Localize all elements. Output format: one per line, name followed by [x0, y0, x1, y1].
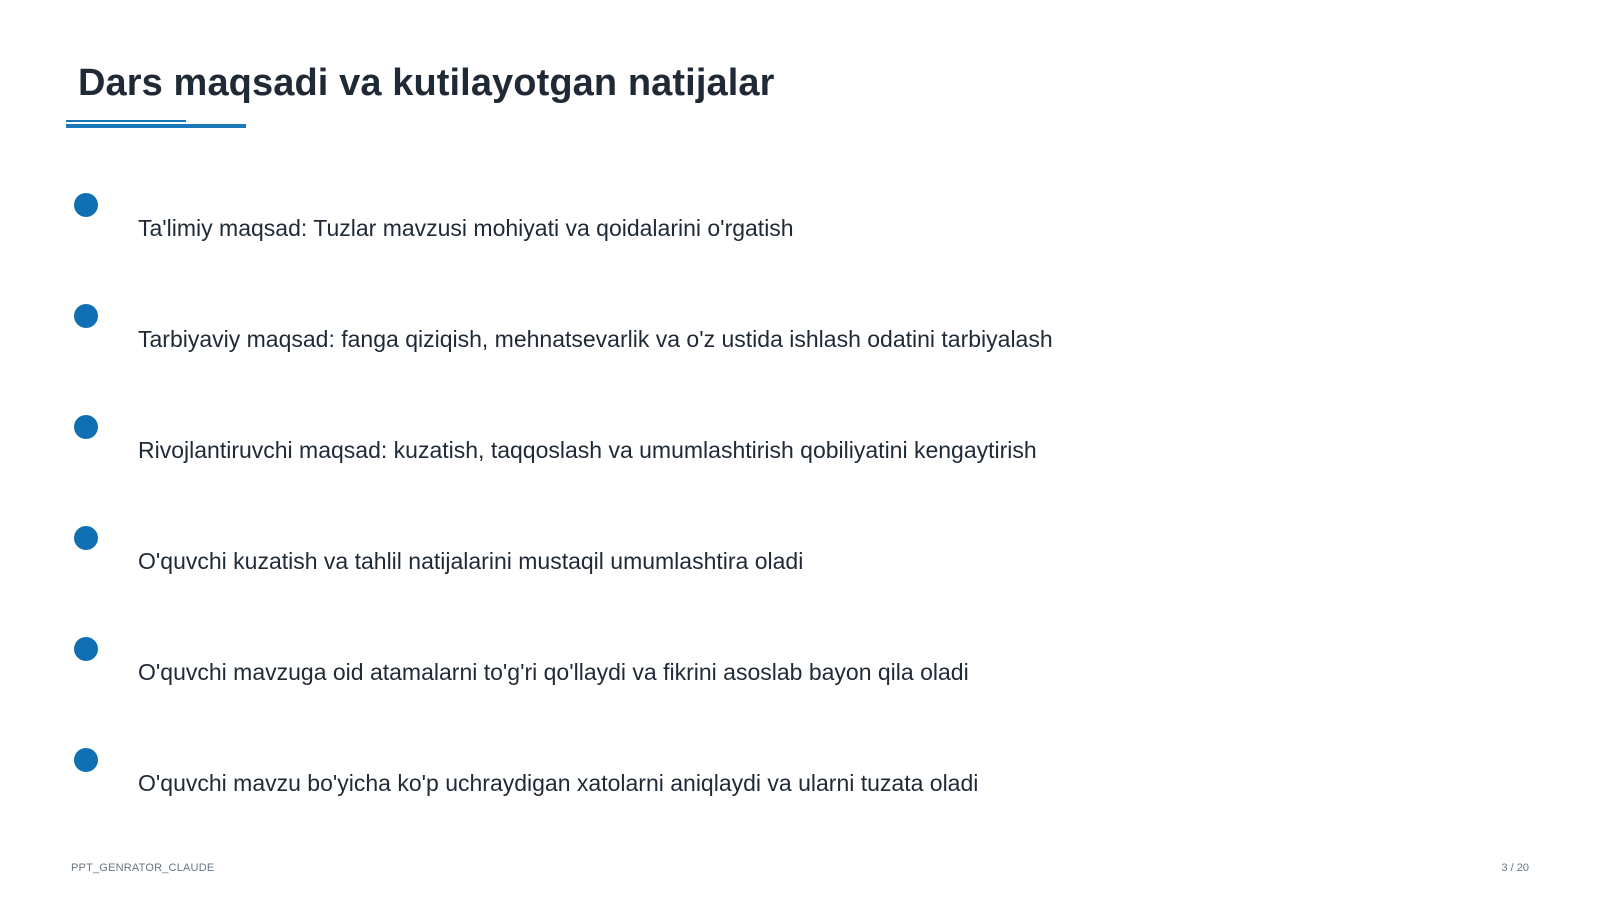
bullet-dot-icon [74, 193, 98, 217]
bullet-dot-icon [74, 637, 98, 661]
bullet-text: O'quvchi mavzu bo'yicha ko'p uchraydigan xatolarni aniqlaydi va ularni tuzata oladi [138, 770, 979, 796]
bullet-item [0, 415, 1600, 495]
slide-title: Dars maqsadi va kutilayotgan natijalar [78, 62, 775, 104]
bullet-item [0, 748, 1600, 828]
bullet-text: O'quvchi mavzuga oid atamalarni to'g'ri qo'llaydi va fikrini asoslab bayon qila oladi [138, 659, 969, 685]
bullet-dot-icon [74, 304, 98, 328]
bullet-item [0, 193, 1600, 273]
bullet-text: Tarbiyaviy maqsad: fanga qiziqish, mehnatsevarlik va o'z ustida ishlash odatini tarbiyalash [138, 326, 1053, 352]
bullet-item [0, 304, 1600, 384]
bullet-item [0, 526, 1600, 606]
bullet-dot-icon [74, 748, 98, 772]
footer-source-label: PPT_GENRATOR_CLAUDE [71, 862, 215, 874]
bullet-text: Ta'limiy maqsad: Tuzlar mavzusi mohiyati va qoidalarini o'rgatish [138, 215, 794, 241]
bullet-dot-icon [74, 415, 98, 439]
bullet-text: O'quvchi kuzatish va tahlil natijalarini mustaqil umumlashtira oladi [138, 548, 804, 574]
bullet-dot-icon [74, 526, 98, 550]
page-indicator: 3 / 20 [1501, 862, 1529, 874]
bullet-item [0, 637, 1600, 717]
bullet-text: Rivojlantiruvchi maqsad: kuzatish, taqqoslash va umumlashtirish qobiliyatini kengaytirish [138, 437, 1037, 463]
